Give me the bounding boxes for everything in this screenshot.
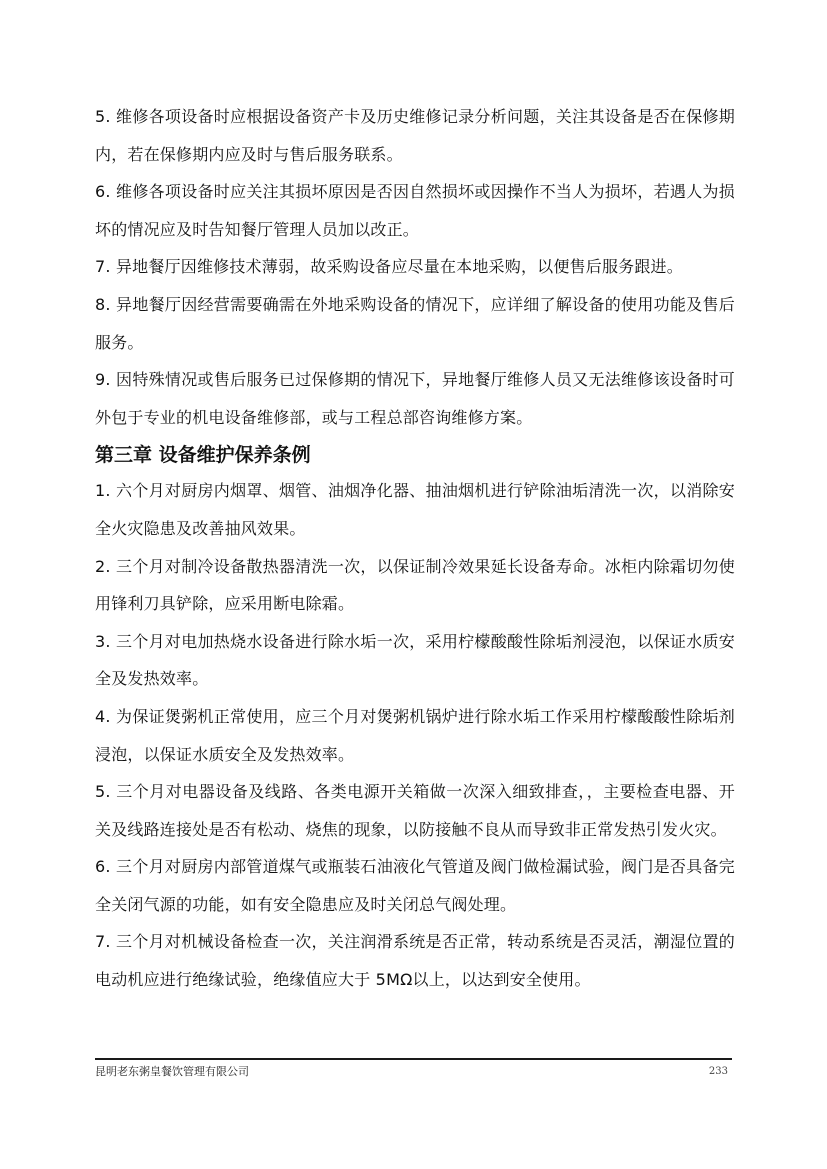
list-item: 5. 三个月对电器设备及线路、各类电源开关箱做一次深入细致排查，，主要检查电器、开关及线路连接处是否有松动、烧焦的现象，以防接触不良从而导致非正常发热引发火灾。 — [95, 782, 735, 839]
list-item: 9. 因特殊情况或售后服务已过保修期的情况下，异地餐厅维修人员又无法维修该设备时可外包于专业的机电设备维修部，或与工程总部咨询维修方案。 — [95, 370, 735, 427]
list-item: 7. 三个月对机械设备检查一次，关注润滑系统是否正常，转动系统是否灵活，潮湿位置的电动机应进行绝缘试验，绝缘值应大于 5MΩ以上，以达到安全使用。 — [95, 932, 735, 990]
list-item: 1. 六个月对厨房内烟罩、烟管、油烟净化器、抽油烟机进行铲除油垢清洗一次，以消除安全火灾隐患及改善抽风效果。 — [95, 481, 735, 538]
list-item: 6. 三个月对厨房内部管道煤气或瓶装石油液化气管道及阀门做检漏试验，阀门是否具备完全关闭气源的功能，如有安全隐患应及时关闭总气阀处理。 — [95, 857, 735, 914]
list-item: 6. 维修各项设备时应关注其损坏原因是否因自然损坏或因操作不当人为损坏，若遇人为损坏的情况应及时告知餐厅管理人员加以改正。 — [95, 182, 735, 239]
list-item: 4. 为保证煲粥机正常使用，应三个月对煲粥机锅炉进行除水垢工作采用柠檬酸酸性除垢剂浸泡，以保证水质安全及发热效率。 — [95, 706, 735, 764]
list-item: 7. 异地餐厅因维修技术薄弱，故采购设备应尽量在本地采购，以便售后服务跟进。 — [95, 257, 683, 277]
list-item: 3. 三个月对电加热烧水设备进行除水垢一次，采用柠檬酸酸性除垢剂浸泡，以保证水质安全及发热效率。 — [95, 631, 735, 689]
footer-divider — [95, 1058, 732, 1060]
chapter-heading: 第三章 设备维护保养条例 — [95, 444, 311, 467]
page-number: 233 — [708, 1066, 728, 1077]
list-item: 8. 异地餐厅因经营需要确需在外地采购设备的情况下，应详细了解设备的使用功能及售后服务。 — [95, 294, 735, 352]
list-item: 2. 三个月对制冷设备散热器清洗一次，以保证制冷效果延长设备寿命。冰柜内除霜切勿使用锋利刀具铲除，应采用断电除霜。 — [95, 556, 735, 614]
footer-company-name: 昆明老东粥皇餐饮管理有限公司 — [95, 1065, 249, 1078]
page-body — [95, 98, 735, 999]
list-item: 5. 维修各项设备时应根据设备资产卡及历史维修记录分析问题，关注其设备是否在保修期内，若在保修期内应及时与售后服务联系。 — [95, 107, 735, 164]
